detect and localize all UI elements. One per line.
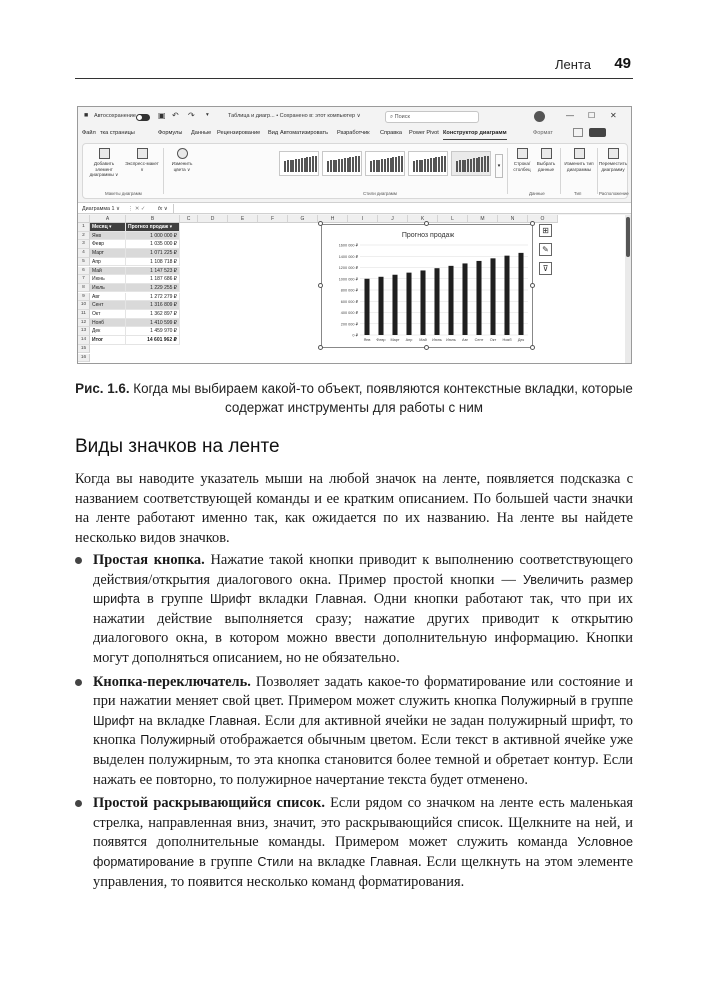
thumbnail-bar	[381, 159, 383, 172]
table-header-month[interactable]: Месяц ▾	[90, 223, 126, 232]
x-tick-label: Июль	[446, 338, 456, 342]
y-tick-label: 0 ₽	[352, 333, 358, 338]
list-item	[75, 794, 633, 892]
row-header[interactable]: 10	[78, 301, 90, 310]
group-separator	[560, 148, 561, 194]
thumbnail-bar	[430, 158, 432, 172]
list-item-text: отображается обычным цветом. Если текст в активной ячейке уже выделен полужирным, то эта кнопка становится более темной и обретает контур. Если нажать ее повторно, то полужирное начертание текста будет отменено.	[93, 732, 633, 788]
list-item-text: Позволяет задать какое-то форматирование или состояние и при нажатии меняет свой цвет. Примером может служить кнопка	[93, 673, 633, 710]
chart-bar	[434, 268, 439, 335]
tab-developer[interactable]: Разработчик	[337, 130, 370, 136]
ui-term: Главная	[209, 713, 257, 728]
thumbnail-bar	[421, 160, 423, 172]
thumbnail-bar	[413, 161, 415, 172]
thumbnail-bar	[344, 158, 346, 172]
x-tick-label: Апр	[405, 338, 413, 342]
bullet-icon	[75, 800, 82, 807]
select-data-button[interactable]	[535, 148, 557, 172]
quick-layout-label: Экспресс-макет ∨	[125, 161, 159, 172]
list-item-text: в группе	[576, 693, 633, 710]
column-header[interactable]: H	[318, 215, 348, 223]
table-cell-value[interactable]: 1 410 599 ₽	[126, 319, 180, 328]
table-cell-month[interactable]: Нояб	[90, 319, 126, 328]
thumbnail-bar	[401, 156, 403, 172]
thumbnail-bar	[487, 156, 489, 172]
chart-style-thumbnail[interactable]	[279, 151, 319, 176]
group-separator	[507, 148, 508, 194]
thumbnail-bar	[387, 158, 389, 172]
figure-label: Рис. 1.6.	[75, 381, 130, 396]
thumbnail-bar	[376, 160, 378, 172]
select-data-icon	[541, 148, 552, 159]
list-item-term: Простая кнопка.	[93, 552, 205, 568]
thumbnail-bar	[352, 157, 354, 172]
group-separator	[163, 148, 164, 194]
resize-handle[interactable]	[530, 345, 535, 350]
thumbnail-bar	[390, 158, 392, 172]
list-item-text: Нажатие такой кнопки приводит к выполнению соответствующего действия/открытия диалогового окна. Пример простой кнопки —	[93, 552, 633, 588]
chart-style-thumbnail[interactable]	[451, 151, 491, 176]
list-item-term: Простой раскрывающийся список.	[93, 795, 325, 812]
group-label-type: Тип	[574, 191, 582, 196]
thumbnail-bar	[470, 159, 472, 172]
ui-term: Шрифт	[93, 713, 135, 728]
table-cell-value[interactable]: 1 000 000 ₽	[126, 232, 180, 241]
column-header[interactable]: G	[288, 215, 318, 223]
thumbnail-bar	[476, 158, 478, 172]
thumbnail-bar	[341, 159, 343, 172]
tab-automate[interactable]: Автоматизировать	[280, 130, 328, 136]
x-tick-label: Февр	[376, 338, 386, 342]
thumbnail-bar	[373, 160, 375, 172]
intro-paragraph: Когда вы наводите указатель мыши на любой значок на ленте, появляется подсказка с названием соответствующей команды и ее кратким описанием. По большей части значки на ленте работают именно так, как ожидается по их названию. На ленте вы найдете несколько видов значков.	[75, 471, 633, 546]
y-tick-label: 1200 000 ₽	[338, 266, 358, 270]
close-button[interactable]: ✕	[610, 111, 617, 120]
chart-bar	[378, 277, 383, 335]
excel-screenshot	[77, 106, 632, 364]
ribbon	[82, 143, 628, 199]
thumbnail-bar	[301, 158, 303, 172]
thumbnail-bar	[333, 160, 335, 172]
list-item	[75, 673, 633, 791]
table-cell-value[interactable]: 1 316 809 ₽	[126, 301, 180, 310]
column-header[interactable]: A	[90, 215, 126, 223]
table-cell-month[interactable]: Июль	[90, 284, 126, 293]
thumbnail-bar	[347, 158, 349, 172]
thumbnail-bar	[433, 158, 435, 172]
ui-term: Главная	[315, 592, 364, 607]
table-cell-month[interactable]: Апр	[90, 258, 126, 267]
thumbnail-bar	[284, 161, 286, 172]
chart-elements-icon[interactable]: ⊞	[539, 224, 552, 237]
tab-format[interactable]: Формат	[533, 130, 553, 136]
ui-term: Шрифт	[210, 592, 252, 607]
tab-chart-design[interactable]: Конструктор диаграмм	[443, 130, 507, 136]
chart-element-icon	[99, 148, 110, 159]
table-cell-value[interactable]: 1 187 686 ₽	[126, 275, 180, 284]
column-header[interactable]: M	[468, 215, 498, 223]
row-header[interactable]: 12	[78, 319, 90, 328]
table-cell-value[interactable]: 1 362 897 ₽	[126, 310, 180, 319]
tab-data[interactable]: Данные	[191, 130, 212, 136]
fx-icon[interactable]: fx ∨	[158, 206, 168, 212]
chart-bar	[364, 279, 369, 335]
row-header[interactable]: 11	[78, 310, 90, 319]
chart-styles-icon[interactable]: ✎	[539, 243, 552, 256]
move-chart-button[interactable]	[598, 148, 628, 172]
thumbnail-bar	[304, 158, 306, 172]
row-header[interactable]: 8	[78, 284, 90, 293]
thumbnail-bar	[416, 160, 418, 172]
quick-layout-icon	[137, 148, 148, 159]
list-item-text: на вкладке	[293, 853, 370, 870]
thumbnail-bar	[355, 156, 357, 172]
title-bar	[78, 107, 631, 127]
select-data-label: Выбрать данные	[536, 161, 556, 172]
ui-term: Полужирный	[500, 694, 576, 709]
qat-more-icon[interactable]: ▾	[206, 112, 209, 118]
column-header[interactable]: K	[408, 215, 438, 223]
thumbnail-bar	[478, 157, 480, 172]
thumbnail-bar	[464, 160, 466, 172]
table-cell-month[interactable]: Янв	[90, 232, 126, 241]
tab-view[interactable]: Вид	[268, 130, 279, 136]
sales-forecast-chart[interactable]	[322, 225, 534, 349]
chart-filters-icon[interactable]: ⊽	[539, 262, 552, 275]
change-chart-type-button[interactable]	[562, 148, 596, 172]
formula-input[interactable]	[173, 204, 619, 213]
list-item-text: в группе	[139, 591, 210, 608]
thumbnail-bar	[459, 160, 461, 172]
chart-styles-gallery[interactable]	[279, 151, 495, 179]
table-cell-month[interactable]: Окт	[90, 310, 126, 319]
avatar[interactable]	[534, 111, 545, 122]
thumbnail-bar	[338, 159, 340, 172]
list-item-text: . Если щелкнуть на этом элементе управления, то появится несколько команд форматирования.	[93, 853, 633, 890]
y-tick-label: 600 000 ₽	[340, 299, 358, 304]
excel-logo-icon: ■	[84, 112, 89, 119]
y-tick-label: 400 000 ₽	[340, 311, 358, 315]
list-item-text: вкладки	[251, 591, 316, 608]
column-header[interactable]: L	[438, 215, 468, 223]
x-tick-label: Авг	[462, 338, 468, 342]
comments-icon[interactable]	[573, 128, 583, 137]
row-header[interactable]: 16	[78, 354, 90, 363]
y-tick-label: 800 000 ₽	[340, 288, 358, 293]
share-button[interactable]	[589, 128, 606, 137]
thumbnail-bar	[427, 159, 429, 172]
formula-bar	[78, 202, 631, 214]
thumbnail-bar	[306, 157, 308, 172]
chart-bar	[518, 253, 523, 335]
y-tick-label: 1000 000 ₽	[338, 277, 358, 282]
gallery-scroll-icon[interactable]: ▾	[495, 154, 503, 178]
ui-term: Главная	[370, 854, 418, 869]
chart-bar	[420, 270, 425, 335]
row-header[interactable]: 5	[78, 258, 90, 267]
row-header[interactable]: 7	[78, 275, 90, 284]
thumbnail-bar	[312, 156, 314, 172]
row-header[interactable]: 9	[78, 293, 90, 302]
move-chart-icon	[608, 148, 619, 159]
thumbnail-bar	[298, 159, 300, 172]
thumbnail-bar	[370, 161, 372, 172]
page-number: 49	[614, 55, 631, 72]
list-item	[75, 551, 633, 669]
column-header[interactable]: O	[528, 215, 558, 223]
thumbnail-bar	[441, 156, 443, 172]
save-icon[interactable]: ▣	[158, 111, 166, 120]
resize-handle[interactable]	[530, 221, 535, 226]
x-tick-label: Июнь	[432, 338, 442, 342]
chart-bar	[448, 266, 453, 335]
chart-bar	[392, 275, 397, 335]
table-total-label[interactable]: Итог	[90, 336, 126, 345]
chart-bar	[462, 263, 467, 335]
thumbnail-bar	[467, 159, 469, 172]
add-chart-element-button[interactable]	[85, 148, 123, 178]
x-tick-label: Нояб	[502, 338, 512, 342]
table-cell-value[interactable]: 1 229 255 ₽	[126, 284, 180, 293]
y-tick-label: 1600 000 ₽	[338, 243, 358, 248]
thumbnail-bar	[398, 156, 400, 172]
column-header[interactable]: E	[228, 215, 258, 223]
tab-page-layout[interactable]: тка страницы	[100, 130, 135, 136]
row-header[interactable]: 14	[78, 336, 90, 345]
section-name: Лента	[555, 57, 591, 72]
table-cell-value[interactable]: 1 108 718 ₽	[126, 258, 180, 267]
change-colors-label: Изменить цвета ∨	[171, 161, 193, 172]
chart-title: Прогноз продаж	[401, 232, 455, 239]
chart-bar	[490, 258, 495, 335]
thumbnail-bar	[315, 156, 317, 172]
thumbnail-bar	[330, 160, 332, 172]
resize-handle[interactable]	[318, 283, 323, 288]
thumbnail-bar	[378, 160, 380, 172]
table-cell-month[interactable]: Июнь	[90, 275, 126, 284]
vertical-scrollbar[interactable]	[625, 215, 631, 364]
quick-layout-button[interactable]	[125, 148, 159, 172]
row-header[interactable]: 6	[78, 267, 90, 276]
resize-handle[interactable]	[318, 345, 323, 350]
thumbnail-bar	[484, 156, 486, 172]
table-cell-value[interactable]: 1 147 523 ₽	[126, 267, 180, 276]
row-header[interactable]: 15	[78, 345, 90, 354]
table-cell-month[interactable]: Сент	[90, 301, 126, 310]
table-cell-value[interactable]: 1 459 970 ₽	[126, 327, 180, 336]
thumbnail-bar	[438, 157, 440, 172]
x-tick-label: Окт	[489, 338, 497, 342]
table-cell-month[interactable]: Февр	[90, 240, 126, 249]
row-header[interactable]: 3	[78, 240, 90, 249]
ribbon-tabs	[78, 127, 631, 141]
thumbnail-bar	[290, 160, 292, 172]
list-item-text: на вкладке	[134, 712, 209, 729]
thumbnail-bar	[327, 161, 329, 172]
section-title: Виды значков на ленте	[75, 436, 280, 457]
resize-handle[interactable]	[530, 283, 535, 288]
table-cell-month[interactable]: Март	[90, 249, 126, 258]
document-title[interactable]: Таблица и диагр... • Сохранено в: этот компьютер ∨	[228, 113, 361, 119]
ui-term: Стили	[257, 854, 294, 869]
y-tick-label: 200 000 ₽	[340, 322, 358, 327]
list-item-text: . Одни кнопки работают так, что при их нажатии действие выполняется сразу; нажатие других приводит к открытию диалогового окна, в котором можно ввести дополнительную информацию. Кнопки могут дополняться описанием, но не обязательно.	[93, 591, 633, 666]
row-header[interactable]: 13	[78, 327, 90, 336]
ui-term: Условное форматирование	[93, 835, 633, 869]
column-header[interactable]: J	[378, 215, 408, 223]
column-header[interactable]: F	[258, 215, 288, 223]
column-header[interactable]: B	[126, 215, 180, 223]
table-cell-month[interactable]: Май	[90, 267, 126, 276]
group-label-location: Расположение	[599, 191, 629, 196]
resize-handle[interactable]	[424, 221, 429, 226]
column-header[interactable]: C	[180, 215, 198, 223]
bullet-icon	[75, 557, 82, 564]
thumbnail-bar	[419, 160, 421, 172]
change-colors-button[interactable]	[167, 148, 197, 172]
thumbnail-bar	[395, 157, 397, 172]
chart-bar	[406, 273, 411, 335]
x-tick-label: Март	[390, 338, 400, 342]
tab-review[interactable]: Рецензирование	[217, 130, 261, 136]
tab-file[interactable]: Файл	[82, 130, 96, 136]
figure-caption	[75, 379, 633, 417]
table-total-value[interactable]: 14 601 962 ₽	[126, 336, 180, 345]
column-header[interactable]: N	[498, 215, 528, 223]
bullet-icon	[75, 679, 82, 686]
group-label-styles: Стили диаграмм	[363, 191, 397, 196]
column-header[interactable]: I	[348, 215, 378, 223]
ui-term: Увеличить размер шрифта	[93, 572, 633, 607]
undo-icon[interactable]: ↶	[172, 111, 179, 120]
minimize-button[interactable]: —	[566, 111, 574, 120]
thumbnail-bar	[473, 158, 475, 172]
thumbnail-bar	[292, 160, 294, 172]
thumbnail-bar	[349, 157, 351, 172]
table-cell-value[interactable]: 1 272 279 ₽	[126, 293, 180, 302]
column-header[interactable]: D	[198, 215, 228, 223]
palette-icon	[177, 148, 188, 159]
add-element-label: Добавить элемент диаграммы ∨	[89, 161, 119, 177]
select-all-corner[interactable]	[78, 215, 90, 223]
chart-style-thumbnail[interactable]	[408, 151, 448, 176]
thumbnail-bar	[287, 160, 289, 172]
thumbnail-bar	[456, 161, 458, 172]
y-tick-label: 1400 000 ₽	[338, 254, 358, 259]
table-cell-month[interactable]: Дек	[90, 327, 126, 336]
table-cell-value[interactable]: 1 071 225 ₽	[126, 249, 180, 258]
row-col-label: Строка/ столбец	[513, 161, 531, 172]
chart-style-thumbnail[interactable]	[322, 151, 362, 176]
thumbnail-bar	[309, 157, 311, 172]
group-label-data: Данные	[529, 191, 545, 196]
chart-bar	[476, 261, 481, 335]
thumbnail-bar	[462, 160, 464, 172]
move-chart-label: Переместить диаграмму	[598, 161, 628, 172]
list-item-text: в группе	[194, 853, 258, 870]
thumbnail-bar	[435, 157, 437, 172]
table-cell-value[interactable]: 1 035 000 ₽	[126, 240, 180, 249]
tab-power-pivot[interactable]: Power Pivot	[409, 130, 439, 136]
name-box[interactable]: Диаграмма 1 ∨	[82, 206, 120, 212]
running-header	[75, 55, 633, 79]
autosave-toggle[interactable]	[136, 114, 150, 121]
thumbnail-bar	[481, 157, 483, 172]
table-header-forecast[interactable]: Прогноз продаж ▾	[126, 223, 180, 232]
tab-formulas[interactable]: Формулы	[158, 130, 183, 136]
list-item-text: Если рядом со значком на ленте есть маленькая стрелка, направленная вниз, значит, это раскрывающийся список. Щелкните на ней, и появятся дополнительные команды. Примером может служить команда	[93, 795, 633, 851]
x-tick-label: Май	[419, 338, 427, 342]
thumbnail-bar	[384, 159, 386, 172]
ui-term: Полужирный	[140, 733, 216, 748]
thumbnail-bar	[295, 159, 297, 172]
table-cell-month[interactable]: Авг	[90, 293, 126, 302]
group-label-layouts: Макеты диаграмм	[105, 191, 142, 196]
row-header[interactable]: 1	[78, 223, 90, 232]
switch-row-column-icon	[517, 148, 528, 159]
icon-types-list	[75, 551, 633, 896]
chart-object[interactable]	[321, 224, 533, 348]
list-item-text: . Если для активной ячейки не задан полужирный шрифт, то кнопка	[93, 712, 633, 749]
x-tick-label: Дек	[517, 338, 525, 342]
switch-row-column-button[interactable]	[511, 148, 533, 172]
tab-help[interactable]: Справка	[380, 130, 402, 136]
formula-bar-icons[interactable]: ⋮ ✕ ✓	[128, 206, 146, 212]
list-item-term: Кнопка-переключатель.	[93, 673, 251, 690]
redo-icon[interactable]: ↷	[188, 111, 195, 120]
resize-handle[interactable]	[318, 221, 323, 226]
thumbnail-bar	[335, 160, 337, 172]
chart-bar	[504, 256, 509, 335]
x-tick-label: Сент	[474, 338, 484, 342]
thumbnail-bar	[444, 156, 446, 172]
chart-type-icon	[574, 148, 585, 159]
autosave-label: Автосохранение	[94, 113, 136, 119]
restore-button[interactable]: ☐	[588, 111, 596, 120]
search-placeholder: Поиск	[394, 114, 410, 120]
row-header[interactable]: 4	[78, 249, 90, 258]
resize-handle[interactable]	[424, 345, 429, 350]
row-header[interactable]: 2	[78, 232, 90, 241]
thumbnail-bar	[358, 156, 360, 172]
search-icon: ⌕	[390, 114, 395, 120]
x-tick-label: Янв	[363, 338, 371, 342]
thumbnail-bar	[424, 159, 426, 172]
figure-caption-text: Когда мы выбираем какой-то объект, появляются контекстные вкладки, которые содержат инструменты для работы с ним	[133, 381, 633, 415]
thumbnail-bar	[392, 157, 394, 172]
change-type-label: Изменить тип диаграммы	[564, 161, 594, 172]
chart-style-thumbnail[interactable]	[365, 151, 405, 176]
search-input[interactable]	[385, 111, 479, 123]
